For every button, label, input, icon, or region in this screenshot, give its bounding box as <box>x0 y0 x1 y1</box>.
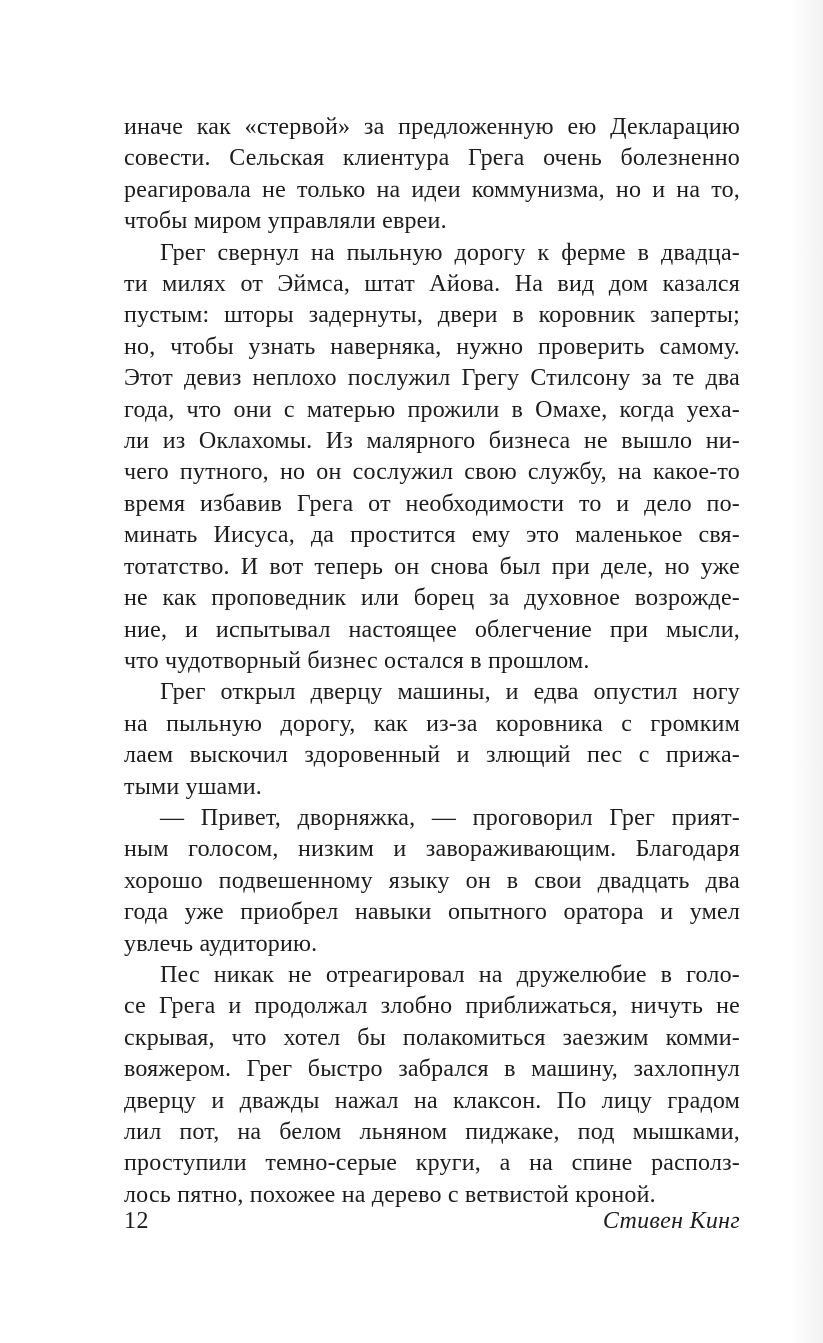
text-line: вояжером. Грег быстро забрался в машину, захлопнул <box>124 1056 740 1083</box>
text-line: лаем выскочил здоровенный и злющий пес с прижа- <box>124 742 740 769</box>
text-line: лось пятно, похожее на дерево с ветвистой кроной. <box>124 1181 656 1208</box>
text-line: тыми ушами. <box>124 773 263 800</box>
text-line: хорошо подвешенному языку он в свои двадцать два <box>124 867 740 894</box>
scan-edge-shadow <box>789 0 823 1343</box>
text-line: не как проповедник или борец за духовное возрожде- <box>124 585 740 612</box>
paragraph <box>124 960 740 1211</box>
text-line: ным голосом, низким и завораживающим. Благодаря <box>124 836 740 863</box>
running-title-author: Стивен Кинг <box>602 1208 740 1234</box>
text-line: ние, и испытывал настоящее облегчение при мысли, <box>124 616 740 643</box>
text-line: совести. Сельская клиентура Грега очень болезненно <box>124 145 740 172</box>
page-text-block <box>124 112 740 1211</box>
text-line: но, чтобы узнать наверняка, нужно проверить самому. <box>124 333 740 360</box>
text-line: минать Иисуса, да простится ему это маленькое свя- <box>124 522 740 549</box>
paragraph <box>124 803 740 960</box>
text-line: тотатство. И вот теперь он снова был при деле, но уже <box>124 553 740 580</box>
text-line: года уже приобрел навыки опытного оратора и умел <box>124 899 740 926</box>
text-line: Этот девиз неплохо послужил Грегу Стилсону за те два <box>124 365 740 392</box>
text-line: ти милях от Эймса, штат Айова. На вид дом казался <box>124 271 740 298</box>
text-line: пустым: шторы задернуты, двери в коровник заперты; <box>124 302 740 329</box>
paragraph <box>124 238 740 678</box>
text-line: Грег свернул на пыльную дорогу к ферме в двадца- <box>160 239 740 266</box>
text-line: Пес никак не отреагировал на дружелюбие в голо- <box>160 961 740 988</box>
text-line: — Привет, дворняжка, — проговорил Грег прият- <box>160 804 740 831</box>
page-number: 12 <box>124 1208 149 1234</box>
text-line: на пыльную дорогу, как из-за коровника с громким <box>124 710 740 737</box>
text-line: время избавив Грега от необходимости то и дело по- <box>124 490 740 517</box>
text-line: реагировала не только на идеи коммунизма, но и на то, <box>124 176 740 203</box>
text-line: Грег открыл дверцу машины, и едва опустил ногу <box>160 679 740 706</box>
text-line: ли из Оклахомы. Из малярного бизнеса не вышло ни- <box>124 428 740 455</box>
text-line: проступили темно-серые круги, а на спине располз- <box>124 1150 740 1177</box>
text-line: чтобы миром управляли евреи. <box>124 208 447 235</box>
paragraph <box>124 677 740 803</box>
text-line: дверцу и дважды нажал на клаксон. По лицу градом <box>124 1087 740 1114</box>
text-line: чего путного, но он сослужил свою службу, на какое-то <box>124 459 740 486</box>
text-line: года, что они с матерью прожили в Омахе, когда уеха- <box>124 396 740 423</box>
paragraph <box>124 112 740 238</box>
text-line: увлечь аудиторию. <box>124 930 318 957</box>
text-line: что чудотворный бизнес остался в прошлом. <box>124 647 590 674</box>
page-footer <box>124 1206 740 1237</box>
text-line: скрывая, что хотел бы полакомиться заезжим комми- <box>124 1024 740 1051</box>
text-line: иначе как «стервой» за предложенную ею Декларацию <box>124 114 740 140</box>
text-line: се Грега и продолжал злобно приближаться, ничуть не <box>124 993 740 1020</box>
text-line: лил пот, на белом льняном пиджаке, под мышками, <box>124 1119 740 1145</box>
